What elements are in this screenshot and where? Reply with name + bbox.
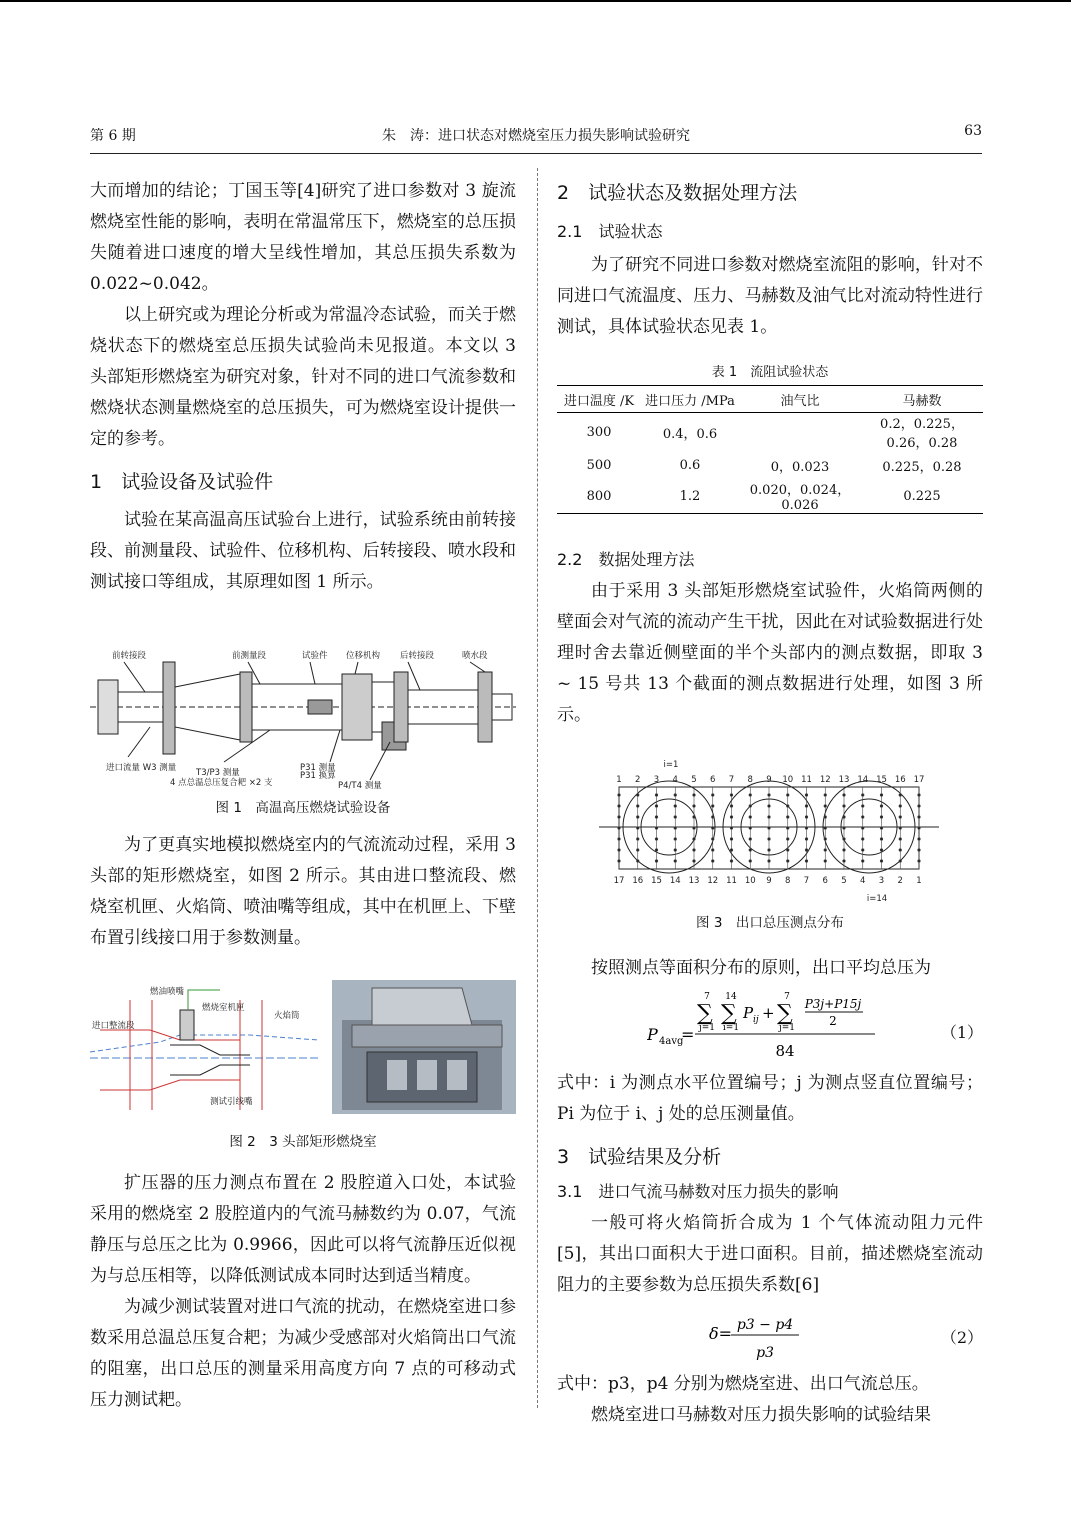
fig3-top-label: i=1 — [663, 760, 679, 770]
measurement-point — [805, 805, 808, 808]
measurement-point — [618, 794, 621, 797]
left-column — [90, 176, 516, 1416]
measurement-point — [768, 794, 771, 797]
svg-text:∑: ∑ — [697, 1001, 713, 1026]
table-cell — [739, 413, 861, 452]
paragraph: 大而增加的结论；丁国玉等[4]研究了进口参数对 3 旋流燃烧室性能的影响，表明在常温常压下，燃烧室的总压损失随着进口速度的增大呈线性增加，其总压损失系数为 0.022~0.042。 — [90, 181, 516, 294]
table-1-caption: 表 1 流阻试验状态 — [711, 365, 829, 380]
fig2-label: 进口整流段 — [92, 1021, 135, 1031]
measurement-point — [899, 816, 902, 819]
measurement-point — [768, 849, 771, 852]
table-cell: 0，0.023 — [770, 459, 830, 475]
eq1-lhs: P — [647, 1025, 658, 1044]
fig3-bottom-number: 14 — [669, 876, 681, 886]
table-cell: 500 — [586, 457, 612, 473]
eq1-sum-bot2: i=1 — [722, 1023, 740, 1033]
svg-text:P: P — [743, 1004, 754, 1022]
measurement-point — [824, 816, 827, 819]
measurement-point — [768, 838, 771, 841]
measurement-point — [749, 860, 752, 863]
measurement-point — [655, 816, 658, 819]
measurement-point-diagram — [557, 755, 983, 905]
fig3-bottom-label: i=14 — [866, 894, 888, 904]
measurement-point — [618, 827, 621, 830]
measurement-point — [749, 805, 752, 808]
measurement-point — [768, 816, 771, 819]
eq1-inner-denom: 2 — [829, 1014, 837, 1028]
measurement-point — [918, 860, 921, 863]
right-column — [557, 176, 983, 1431]
measurement-point — [693, 805, 696, 808]
fig3-top-number: 4 — [672, 775, 678, 785]
fig3-bottom-number: 12 — [707, 876, 719, 886]
paragraph: 以上研究或为理论分析或为常温冷态试验，而关于燃烧状态下的燃烧室总压损失试验尚未见报道。本文以 3 头部矩形燃烧室为研究对象，针对不同的进口气流参数和燃烧状态测量燃烧室的总压损失，可为燃烧室设计提供一定的参考。 — [90, 305, 516, 449]
equation-number: （2） — [940, 1328, 983, 1347]
fig3-top-number: 3 — [653, 775, 660, 785]
measurement-point — [618, 816, 621, 819]
fig3-top-number: 15 — [876, 775, 887, 785]
fig3-bottom-number: 8 — [785, 876, 791, 886]
fig3-top-number: 2 — [635, 775, 641, 785]
eq1-sum-top: 7 — [704, 992, 710, 1002]
fig3-bottom-number: 15 — [651, 876, 662, 886]
paragraph: 式中：i 为测点水平位置编号；j 为测点竖直位置编号；Pi 为位于 i、j 处的总压测量值。 — [557, 1073, 983, 1124]
fig1-label: 前转接段 — [112, 651, 147, 661]
paragraph: 式中：p3，p4 分别为燃烧室进、出口气流总压。 — [557, 1374, 929, 1394]
fig3-bottom-number: 6 — [822, 876, 828, 886]
paragraph: 扩压器的压力测点布置在 2 股腔道入口处，本试验采用的燃烧室 2 股腔道内的气流马赫数约为 0.07，气流静压与总压之比为 0.9966，因此可以将气流静压近似视为与总压相等，以降低测试成本同时达到适当精度。 — [90, 1173, 516, 1286]
measurement-point — [880, 794, 883, 797]
measurement-point — [768, 860, 771, 863]
subsection-heading: 3.1 进口气流马赫数对压力损失的影响 — [557, 1182, 839, 1201]
measurement-point — [693, 860, 696, 863]
test-rig-diagram — [90, 612, 516, 792]
measurement-point — [843, 827, 846, 830]
measurement-point — [880, 827, 883, 830]
fig2-label: 火焰筒 — [274, 1011, 300, 1021]
fig3-top-number: 13 — [838, 775, 850, 785]
eq1-sum-top2: 14 — [725, 992, 737, 1002]
measurement-point — [636, 860, 639, 863]
measurement-point — [711, 827, 714, 830]
measurement-point — [730, 849, 733, 852]
measurement-point — [824, 794, 827, 797]
fig3-top-number: 6 — [710, 775, 716, 785]
measurement-point — [655, 794, 658, 797]
measurement-point — [918, 849, 921, 852]
top-rule — [0, 0, 1071, 2]
fig3-bottom-number: 17 — [613, 876, 625, 886]
running-header — [90, 123, 982, 154]
paragraph: 按照测点等面积分布的原则，出口平均总压为 — [591, 958, 931, 978]
table-row — [557, 451, 983, 479]
measurement-point — [861, 860, 864, 863]
section-heading: 1 试验设备及试验件 — [90, 471, 274, 493]
fig3-bottom-number: 16 — [632, 876, 644, 886]
measurement-point — [636, 816, 639, 819]
measurement-point — [824, 805, 827, 808]
measurement-point — [843, 794, 846, 797]
measurement-point — [918, 816, 921, 819]
fig1-label: P4/T4 测量 — [338, 781, 382, 791]
measurement-point — [786, 838, 789, 841]
measurement-point — [899, 860, 902, 863]
eq1-denom: 84 — [775, 1042, 795, 1060]
measurement-point — [880, 849, 883, 852]
fig1-label: 喷水段 — [462, 651, 488, 661]
measurement-point — [899, 805, 902, 808]
measurement-point — [655, 849, 658, 852]
combustor-photo — [332, 980, 516, 1114]
figure-2-caption: 图 2 3 头部矩形燃烧室 — [229, 1134, 377, 1150]
measurement-point — [880, 838, 883, 841]
measurement-point — [636, 849, 639, 852]
fig3-top-number: 17 — [913, 775, 925, 785]
fig1-label: 试验件 — [302, 651, 328, 661]
measurement-point — [730, 794, 733, 797]
figure-1 — [90, 612, 516, 792]
measurement-point — [618, 860, 621, 863]
fig3-bottom-number: 2 — [897, 876, 903, 886]
measurement-point — [655, 827, 658, 830]
measurement-point — [786, 816, 789, 819]
paragraph: 一般可将火焰筒折合成为 1 个气体流动阻力元件[5]，其出口面积大于进口面积。目前，描述燃烧室流动阻力的主要参数为总压损失系数[6] — [557, 1213, 983, 1295]
measurement-point — [843, 860, 846, 863]
fig3-bottom-number: 13 — [688, 876, 700, 886]
section-heading: 3 试验结果及分析 — [557, 1146, 722, 1168]
measurement-point — [618, 838, 621, 841]
measurement-point — [899, 838, 902, 841]
paragraph: 为减少测试装置对进口气流的扰动，在燃烧室进口参数采用总温总压复合耙；为减少受感部对火焰筒出口气流的阻塞，出口总压的测量采用高度方向 7 点的可移动式压力测试耙。 — [90, 1297, 516, 1410]
measurement-point — [768, 805, 771, 808]
fig3-bottom-number: 10 — [744, 876, 756, 886]
page-number: 63 — [964, 123, 982, 139]
eq1-sum-bot: j=1 — [698, 1023, 716, 1033]
measurement-point — [749, 794, 752, 797]
eq2-numer: p3 − p4 — [736, 1317, 794, 1333]
equation-number: （1） — [940, 1023, 983, 1042]
measurement-point — [824, 838, 827, 841]
svg-text:∑: ∑ — [721, 1001, 737, 1026]
fig1-label: 4 点总温总压复合耙 ×2 支 — [170, 778, 273, 788]
svg-text:∑: ∑ — [777, 1001, 793, 1026]
measurement-point — [618, 849, 621, 852]
paragraph: 为了更真实地模拟燃烧室内的气流流动过程，采用 3 头部的矩形燃烧室，如图 2 所示。其由进口整流段、燃烧室机匣、火焰筒、喷油嘴等组成，其中在机匣上、下壁布置引线接口用于参数测量。 — [90, 835, 516, 948]
table-row — [557, 413, 983, 452]
measurement-point — [674, 794, 677, 797]
measurement-point — [805, 849, 808, 852]
equation-2-formula — [709, 1305, 829, 1369]
measurement-point — [786, 827, 789, 830]
table-cell: 300 — [586, 424, 612, 440]
measurement-point — [880, 816, 883, 819]
fig1-label: T3/P3 测量 — [196, 768, 240, 778]
measurement-point — [824, 849, 827, 852]
measurement-point — [899, 794, 902, 797]
table-header: 油气比 — [739, 386, 861, 413]
paragraph: 由于采用 3 头部矩形燃烧室试验件，火焰筒两侧的壁面会对气流的流动产生干扰，因此在对试验数据进行处理时舍去靠近侧壁面的半个头部内的测点数据，即取 3 ~ 15 号共 13 个截面的测点数据进行处理，如图 3 所示。 — [557, 581, 983, 725]
measurement-point — [636, 827, 639, 830]
measurement-point — [655, 838, 658, 841]
measurement-point — [730, 860, 733, 863]
measurement-point — [805, 860, 808, 863]
eq1-lhs-sub: 4avg — [659, 1036, 684, 1047]
measurement-point — [805, 838, 808, 841]
measurement-point — [693, 827, 696, 830]
measurement-point — [861, 805, 864, 808]
svg-text:=: = — [681, 1025, 695, 1044]
svg-text:7: 7 — [784, 992, 790, 1002]
measurement-point — [861, 827, 864, 830]
table-cell: 1.2 — [641, 479, 739, 514]
measurement-point — [805, 816, 808, 819]
eq2-denom: p3 — [756, 1345, 774, 1361]
section-heading: 2 试验状态及数据处理方法 — [557, 182, 798, 204]
measurement-point — [711, 794, 714, 797]
measurement-point — [636, 805, 639, 808]
measurement-point — [768, 827, 771, 830]
measurement-point — [730, 805, 733, 808]
measurement-point — [805, 794, 808, 797]
table-cell: 0.020，0.024，0.026 — [739, 479, 861, 514]
figure-2 — [90, 980, 516, 1114]
table-cell: 0.6 — [679, 457, 701, 473]
fig3-bottom-number: 4 — [860, 876, 866, 886]
measurement-point — [674, 849, 677, 852]
measurement-point — [655, 805, 658, 808]
fig3-bottom-number: 5 — [841, 876, 847, 886]
fig2-label: 燃烧室机匣 — [202, 1003, 245, 1013]
figure-3-caption: 图 3 出口总压测点分布 — [696, 915, 844, 931]
measurement-point — [674, 860, 677, 863]
table-cell: 800 — [557, 479, 641, 514]
measurement-point — [861, 849, 864, 852]
measurement-point — [861, 794, 864, 797]
fig3-bottom-number: 3 — [878, 876, 885, 886]
measurement-point — [711, 838, 714, 841]
paragraph: 燃烧室进口马赫数对压力损失影响的试验结果 — [591, 1405, 931, 1425]
measurement-point — [711, 860, 714, 863]
eq2-lhs: δ= — [709, 1324, 733, 1343]
fig3-bottom-number: 9 — [766, 876, 772, 886]
measurement-point — [918, 838, 921, 841]
figure-1-caption: 图 1 高温高压燃烧试验设备 — [215, 800, 391, 816]
fig3-bottom-number: 7 — [803, 876, 810, 886]
column-divider — [537, 168, 538, 1408]
fig1-label: P31 测量 — [300, 763, 336, 773]
measurement-point — [861, 838, 864, 841]
fig3-top-number: 12 — [819, 775, 831, 785]
measurement-point — [749, 849, 752, 852]
svg-text:ij: ij — [753, 1015, 759, 1025]
article-title: 朱 涛：进口状态对燃烧室压力损失影响试验研究 — [382, 128, 690, 144]
fig1-label: 进口流量 W3 测量 — [106, 763, 177, 773]
measurement-point — [693, 794, 696, 797]
measurement-point — [843, 838, 846, 841]
measurement-point — [843, 805, 846, 808]
fig3-top-number: 8 — [747, 775, 753, 785]
subsection-heading: 2.1 试验状态 — [557, 222, 663, 241]
equation-1 — [557, 990, 983, 1068]
table-cell: 0.2，0.225，0.26，0.28 — [880, 417, 964, 451]
paragraph: 试验在某高温高压试验台上进行，试验系统由前转接段、前测量段、试验件、位移机构、后转接段、喷水段和测试接口等组成，其原理如图 1 所示。 — [90, 510, 516, 592]
measurement-point — [674, 827, 677, 830]
measurement-point — [693, 816, 696, 819]
measurement-point — [824, 827, 827, 830]
measurement-point — [730, 838, 733, 841]
fig3-top-number: 9 — [766, 775, 772, 785]
measurement-point — [618, 805, 621, 808]
measurement-point — [824, 860, 827, 863]
paragraph: 为了研究不同进口参数对燃烧室流阻的影响，针对不同进口气流温度、压力、马赫数及油气比对流动特性进行测试，具体试验状态见表 1。 — [557, 255, 983, 337]
fig1-label: 后转接段 — [400, 651, 435, 661]
measurement-point — [880, 860, 883, 863]
fig3-top-number: 1 — [616, 775, 622, 785]
measurement-point — [918, 794, 921, 797]
measurement-point — [711, 805, 714, 808]
fig1-label: 位移机构 — [346, 651, 381, 661]
svg-text:j=1: j=1 — [778, 1023, 796, 1033]
measurement-point — [636, 838, 639, 841]
measurement-point — [730, 827, 733, 830]
measurement-point — [693, 838, 696, 841]
measurement-point — [918, 805, 921, 808]
svg-text:+: + — [762, 1004, 775, 1022]
measurement-point — [674, 816, 677, 819]
measurement-point — [749, 838, 752, 841]
table-cell: 0.225 — [861, 479, 983, 514]
equation-2 — [557, 1305, 983, 1369]
fig3-top-number: 11 — [801, 775, 812, 785]
measurement-point — [843, 849, 846, 852]
fig3-top-number: 5 — [691, 775, 697, 785]
fig2-label: 燃油喷嘴 — [150, 987, 185, 997]
measurement-point — [786, 794, 789, 797]
combustor-section-drawing — [90, 980, 318, 1114]
fig1-label: P31 换算 — [300, 771, 336, 781]
measurement-point — [899, 827, 902, 830]
table-1 — [557, 385, 983, 514]
table-header: 马赫数 — [861, 386, 983, 413]
measurement-point — [861, 816, 864, 819]
fig3-top-number: 7 — [728, 775, 735, 785]
table-header: 进口压力 /MPa — [641, 386, 739, 413]
fig3-bottom-number: 11 — [726, 876, 737, 886]
measurement-point — [918, 827, 921, 830]
measurement-point — [693, 849, 696, 852]
measurement-point — [711, 816, 714, 819]
eq1-inner-numer: P3j+P15j — [804, 997, 862, 1011]
figure-3 — [557, 755, 983, 905]
measurement-point — [786, 860, 789, 863]
measurement-point — [674, 838, 677, 841]
measurement-point — [899, 849, 902, 852]
measurement-point — [730, 816, 733, 819]
measurement-point — [655, 860, 658, 863]
table-cell: 0.225，0.28 — [882, 459, 962, 475]
fig2-label: 测试引线嘴 — [210, 1097, 253, 1107]
measurement-point — [843, 816, 846, 819]
measurement-point — [749, 827, 752, 830]
measurement-point — [786, 805, 789, 808]
measurement-point — [636, 794, 639, 797]
issue-number: 第 6 期 — [90, 128, 136, 144]
fig3-top-number: 14 — [857, 775, 869, 785]
table-header: 进口温度 /K — [557, 386, 641, 413]
fig3-bottom-number: 1 — [916, 876, 922, 886]
equation-1-formula — [647, 990, 987, 1068]
measurement-point — [880, 805, 883, 808]
fig3-top-number: 10 — [782, 775, 794, 785]
fig3-top-number: 16 — [894, 775, 906, 785]
table-cell: 0.4，0.6 — [662, 426, 718, 442]
measurement-point — [749, 816, 752, 819]
fig1-label: 前测量段 — [232, 651, 267, 661]
measurement-point — [805, 827, 808, 830]
measurement-point — [786, 849, 789, 852]
measurement-point — [711, 849, 714, 852]
measurement-point — [674, 805, 677, 808]
table-row — [557, 479, 983, 514]
subsection-heading: 2.2 数据处理方法 — [557, 550, 695, 569]
